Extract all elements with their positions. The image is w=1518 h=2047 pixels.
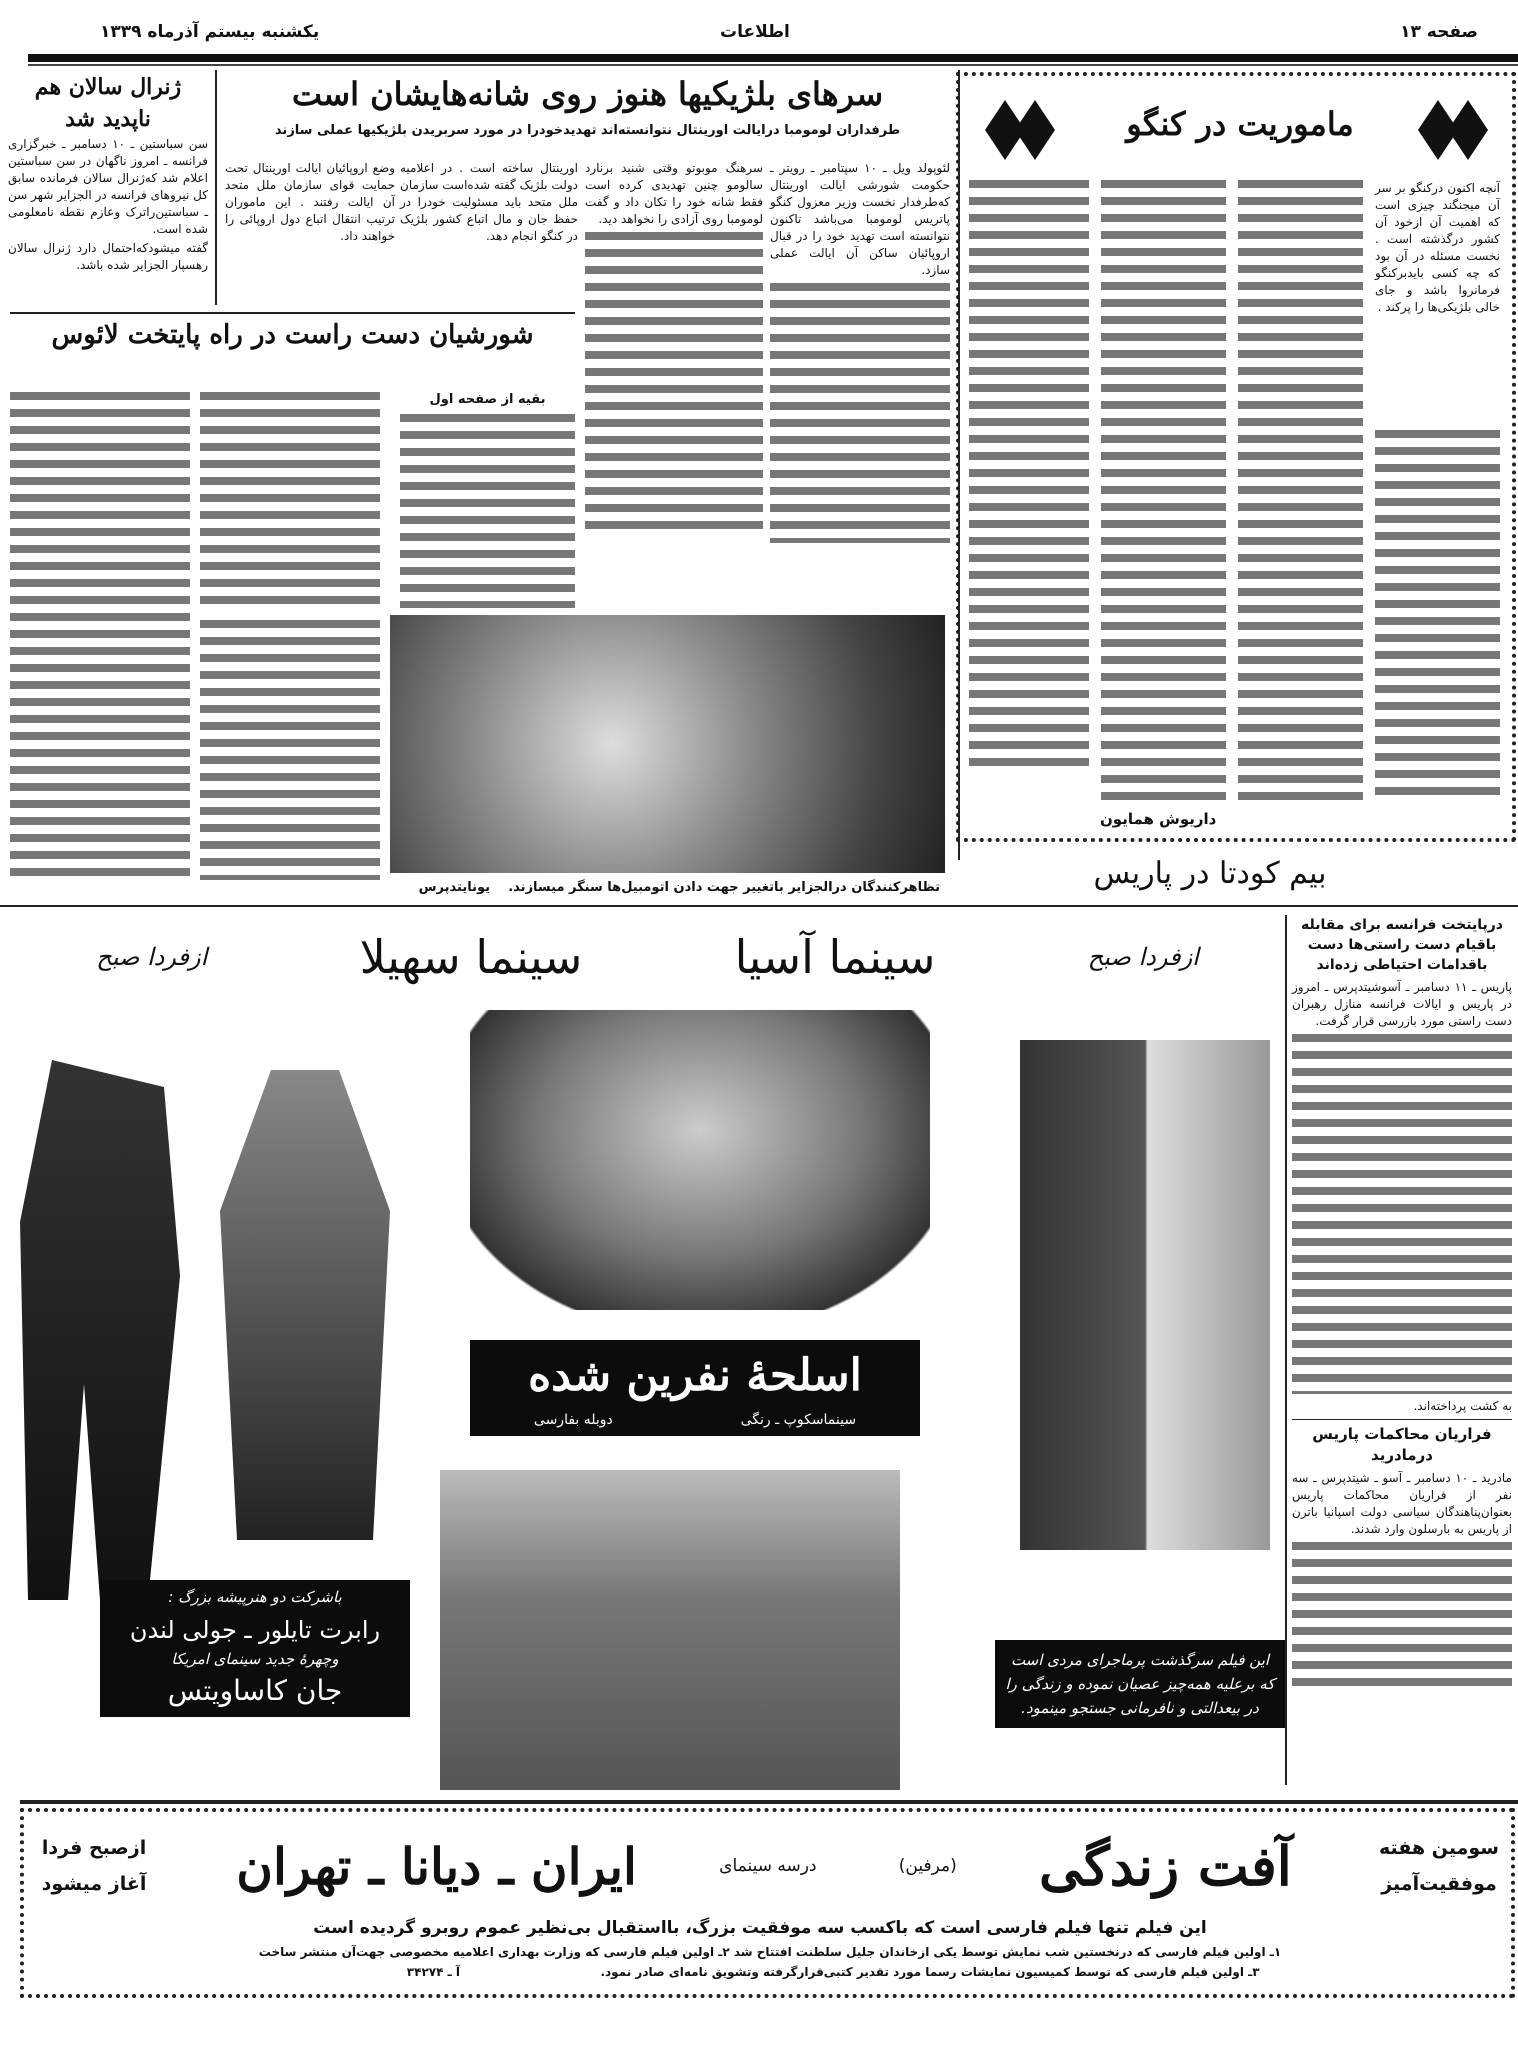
- congo-column-text: [969, 180, 1089, 770]
- section-rule: [20, 1800, 1518, 1804]
- madrid-headline: فراریان محاکمات پاریس درمادرید: [1312, 1425, 1492, 1464]
- belgium-col-2-cont: [585, 232, 763, 532]
- laos-column-text: [200, 620, 380, 880]
- algiers-protest-photo: [390, 615, 945, 873]
- start-label-1: ازصبح فردا: [41, 1837, 147, 1859]
- column-divider: [215, 70, 217, 305]
- laos-column-text: [10, 392, 190, 878]
- paris-dateline: پاریس ـ ۱۱ دسامبر ـ آسوشیتدپرس ـ امروز در پاریس و ایالات فرانسه منازل رهبران دست راستی مورد بازرسی قرار گرفت.: [1292, 980, 1513, 1028]
- in-cinemas-label: درسه سینمای: [719, 1856, 817, 1876]
- bottom-ad-title: آفت زندگی: [1038, 1834, 1292, 1898]
- bottom-ad-note-2: ۳ـ اولین فیلم فارسی که توسط کمیسیون نمایشات رسما مورد تقدیر کتبی‌قرارگرفته وتشویق نامه‌ای صادر نمود.: [600, 1965, 1260, 1979]
- successful-label: موفقیت‌آمیز: [1381, 1873, 1497, 1895]
- movie-title: اسلحهٔ نفرین شده: [528, 1350, 862, 1401]
- cinema-soheila-label: سینما سهیلا: [359, 930, 583, 984]
- section-rule: [10, 312, 575, 314]
- cast-box: [100, 1580, 410, 1717]
- paris-subhead: درپایتخت فرانسه برای مقابله باقیام دست راستی‌ها دست باقدامات احتیاطی زده‌اند: [1301, 917, 1503, 973]
- film-ad-cinema-row: [20, 930, 1275, 984]
- movie-format-row: [470, 1412, 920, 1428]
- bottom-ad-lead: این فیلم تنها فیلم فارسی است که باکسب سه موفقیت بزرگ، بااستقبال بی‌نظیر عموم روبرو گردیده است: [313, 1918, 1207, 1938]
- column-divider: [958, 70, 960, 860]
- madrid-body: مادرید ـ ۱۰ دسامبر ـ آسو ـ شیتدپرس ـ سه نفر از فراریان محاکمات پاریس بعنوان‌پناهندگان سیاسی دولت اسپانیا باترن از پاریس به بارسلون وارد شدند.: [1292, 1471, 1512, 1536]
- laos-continued-label: بقیه از صفحه اول: [429, 392, 546, 407]
- belgium-subhead: طرفداران لومومبا درایالت اورینتال نتوانسته‌اند تهدیدخودرا در مورد سربریدن بلژیکیها عملی سازند: [274, 123, 901, 138]
- belgium-col-2: سرهنگ موبوتو وقتی شنید برنارد سالومو چنین تهدیدی کرده است فقط شانه خود را تکان داد و گفت لومومبا روی آزادی را نخواهد دید.: [585, 161, 763, 226]
- bottom-ad-subtitle: (مرفین): [898, 1856, 957, 1876]
- cast-main: رابرت تایلور ـ جولی لندن: [129, 1616, 381, 1644]
- cinema-names: ایران ـ دیانا ـ تهران: [236, 1836, 637, 1896]
- salan-body-2: گفته میشودکه‌احتمال دارد ژنرال سالان رهسپار الجزایر شده باشد.: [8, 241, 208, 272]
- bottom-ad-note-1: ۱ـ اولین فیلم فارسی که درنخستین شب نمایش توسط یکی ازخاندان جلیل سلطنت افتتاح شد ۲ـ اولین فیلم فارسی که وزارت بهداری اعلامیه مخصوصی جهت‌آن منتشر ساخت: [258, 1945, 1282, 1959]
- start-label-2: آغاز میشود: [41, 1873, 147, 1895]
- paris-column-text: [1292, 1034, 1512, 1394]
- issue-date: یکشنبه بیستم آذرماه ۱۳۳۹: [100, 22, 320, 42]
- third-week-label: سومین هفته: [1379, 1837, 1499, 1859]
- laos-column-text: [400, 414, 575, 608]
- photo-caption: تظاهرکنندگان درالجزایر باتغییر جهت دادن اتومبیل‌ها سنگر میسازند.: [508, 880, 940, 895]
- belgium-headline: سرهای بلژیکیها هنوز روی شانه‌هایشان است: [291, 75, 884, 113]
- salan-article: [8, 72, 208, 274]
- belgium-col-2-wrap: [585, 160, 763, 532]
- section-rule: [0, 905, 1518, 907]
- congo-column-text: [1238, 180, 1363, 800]
- madrid-column-text: [1292, 1542, 1512, 1692]
- congo-byline: داریوش همایون: [1100, 810, 1217, 828]
- laos-column-text: [200, 392, 380, 608]
- belgium-col-4: وضع اروپائیان ایالت اورینتال تحت حمایت قوای سازمان ملل متحد آن ایالت رفتند . این ماموران ترتیب انتقال اتباع دول اروپائی را خواهند داد.: [225, 161, 395, 243]
- movie-figure-man-bent: [20, 1060, 180, 1600]
- laos-headline: شورشیان دست راست در راه پایتخت لائوس: [51, 320, 534, 350]
- newspaper-name: اطلاعات: [720, 22, 790, 42]
- congo-column-text: [1375, 430, 1500, 800]
- bottom-ad-start-block: [34, 1830, 154, 1902]
- photo-credit: یونایتدپرس: [418, 880, 490, 895]
- belgium-col-1-cont: [770, 283, 950, 543]
- congo-headline: ماموریت در کنگو: [1126, 105, 1354, 143]
- masthead-rule-thin: [28, 64, 1518, 66]
- salan-headline-2: ناپدید شد: [65, 106, 151, 132]
- cast-new-name: جان کاساویتس: [167, 1674, 343, 1707]
- cast-new-face: وچهرهٔ جدید سینمای امریکا: [171, 1650, 339, 1668]
- salan-body-1: سن سباستین ـ ۱۰ دسامبر ـ خبرگزاری فرانسه ـ امروز ناگهان در سن سباستین اعلام شد که‌ژنرال سالان فرمانده سابق کل نیروهای فرانسه در الجزایر شهر سن ـ سباستین‌راترک وعازم نقطه نامعلومی شده است.: [8, 137, 208, 236]
- movie-title-banner: [470, 1340, 920, 1436]
- movie-figure-couple: [1020, 1040, 1270, 1550]
- column-divider: [1285, 915, 1287, 1785]
- paris-column: [1292, 915, 1512, 1692]
- page-number: صفحه ۱۳: [1400, 22, 1478, 42]
- movie-figure-gunman: [220, 1070, 390, 1540]
- paris-headline: بیم کودتا در پاریس: [1093, 856, 1327, 891]
- paris-end: به کشت پرداخته‌اند.: [1413, 1399, 1512, 1413]
- from-tomorrow-label-left: ازفردا صبح: [96, 943, 208, 971]
- cinema-asia-label: سینما آسیا: [734, 930, 936, 984]
- cast-intro: باشرکت دو هنرپیشه بزرگ :: [168, 1588, 342, 1606]
- bottom-ad-week-block: [1374, 1830, 1504, 1902]
- bottom-ad-title-row: [34, 1818, 1504, 1914]
- masthead-rule: [28, 54, 1518, 62]
- movie-format: سینماسکوپ ـ رنگی: [740, 1412, 857, 1428]
- movie-scene-still: [440, 1470, 900, 1790]
- salan-headline-1: ژنرال سالان هم: [34, 74, 182, 100]
- ad-code: آ ـ ۳۴۲۷۴: [406, 1965, 460, 1979]
- from-tomorrow-label-right: ازفردا صبح: [1087, 943, 1199, 971]
- congo-column-text: [1101, 180, 1226, 800]
- movie-tagline: این فیلم سرگذشت پرماجرای مردی است که برعلیه همه‌چیز عصیان نموده و زندگی را در بیعدالتی و نافرمانی جستجو مینمود.: [995, 1640, 1285, 1728]
- belgium-col-1-wrap: [770, 160, 950, 543]
- movie-stars-collage: [470, 1010, 930, 1310]
- belgium-col-1: لئوپولد ویل ـ ۱۰ سپتامبر ـ رویتر ـ حکومت شورشی ایالت اورینتال که‌طرفدار نخست وزیر معزول کنگو پاتریس لومومبا می‌باشد تاکنون نتوانسته است تهدید خود را در قبال اروپائیان ساکن آن ایالت عملی سازد.: [770, 161, 950, 277]
- congo-intro: آنچه اکنون درکنگو بر سر آن میجنگند چیزی است که اهمیت آن ازخود آن کشور درگذشته است . نخست مسئله در آن بود که چه کسی بایدبرکنگو فرمانروا باشد و جای خالی بلژیکی‌ها را پرکند .: [1375, 181, 1500, 314]
- movie-dubbed: دوبله بفارسی: [533, 1412, 613, 1428]
- belgium-col-3: اورینتال ساخته است . در اعلامیه دولت بلژیک گفته شده‌است سازمان ملل متحد باید مسئولیت خودرا در حفظ جان و مال اتباع کشور بلژیک در کنگو انجام دهد.: [400, 161, 578, 243]
- section-rule: [1292, 1419, 1512, 1420]
